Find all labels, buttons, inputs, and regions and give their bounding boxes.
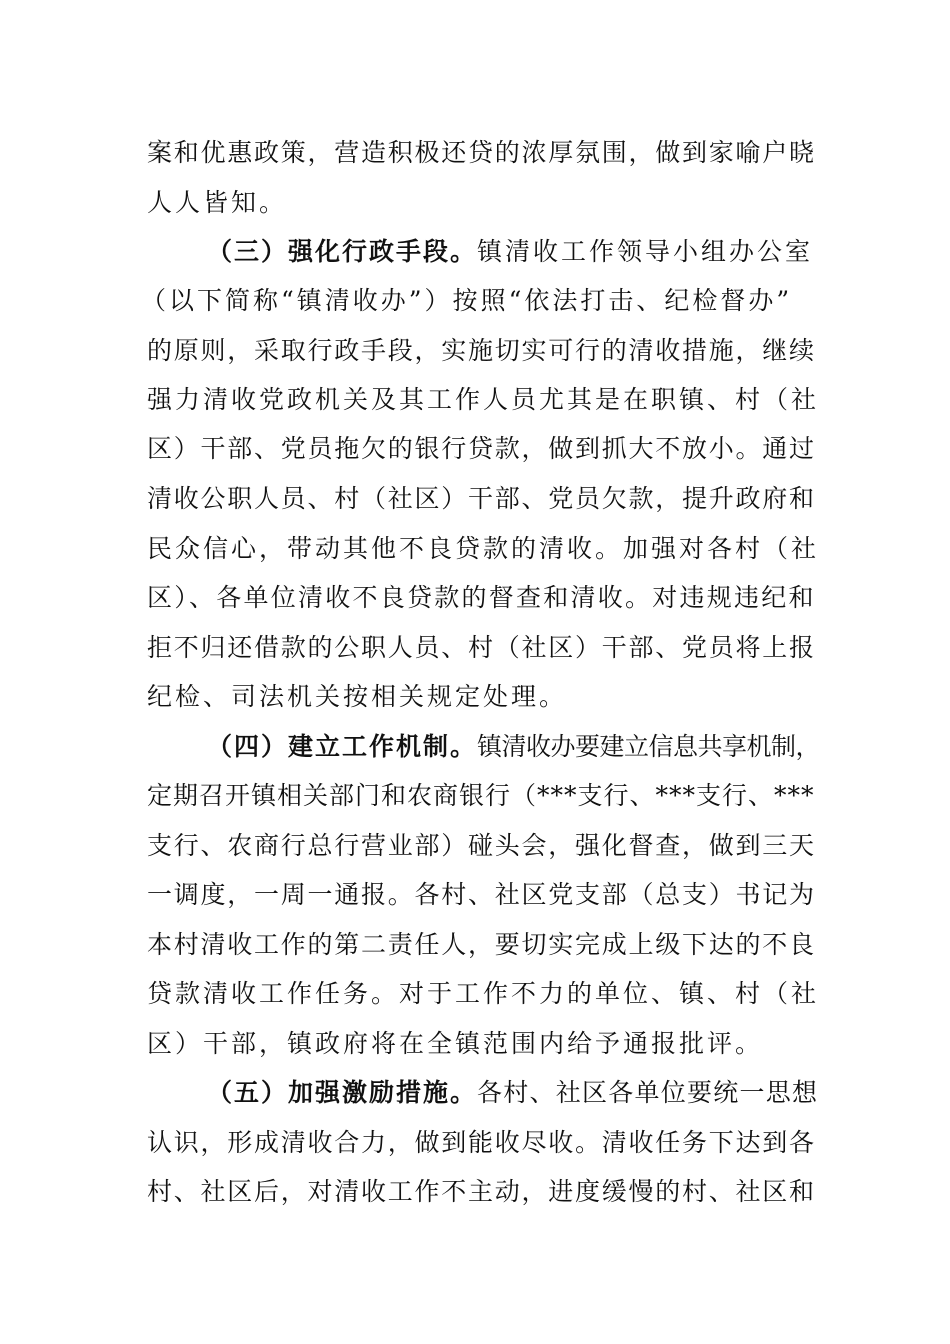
paragraph-4-first-line [207, 722, 820, 772]
text-line: 本村清收工作的第二责任人，要切实完成上级下达的不良 [147, 930, 816, 959]
text-line: 认识，形成清收合力，做到能收尽收。清收任务下达到各 [147, 1128, 816, 1157]
section-heading-3: （三）强化行政手段。 [207, 237, 478, 266]
text-line: 民众信心，带动其他不良贷款的清收。加强对各村（社 [147, 534, 820, 563]
text-line: 定期召开镇相关部门和农商银行（***支行、***支行、*** [147, 781, 815, 810]
text-line: 人人皆知。 [147, 188, 288, 217]
text-line: 村、社区后，对清收工作不主动，进度缓慢的村、社区和 [147, 1177, 816, 1206]
text-line: 案和优惠政策，营造积极还贷的浓厚氛围，做到家喻户晓 [147, 138, 816, 167]
text-span: 镇清收办要建立信息共享机制， [477, 732, 821, 761]
text-line: 的原则，采取行政手段，实施切实可行的清收措施，继续 [147, 336, 816, 365]
text-line: 区）、各单位清收不良贷款的督查和清收。对违规违纪和 [147, 583, 816, 612]
text-line: 强力清收党政机关及其工作人员尤其是在职镇、村（社 [147, 385, 820, 414]
paragraph-3-first-line [207, 227, 813, 277]
section-heading-5: （五）加强激励措施。 [207, 1078, 478, 1107]
paragraph-5-first-line [207, 1068, 818, 1118]
text-span: 各村、社区各单位要统一思想 [477, 1078, 819, 1107]
text-line: 区）干部，镇政府将在全镇范围内给予通报批评。 [147, 1029, 764, 1058]
text-line: 支行、农商行总行营业部）碰头会，强化督查，做到三天 [147, 831, 816, 860]
text-line: 清收公职人员、村（社区）干部、党员欠款，提升政府和 [147, 484, 816, 513]
text-line: 一调度，一周一通报。各村、社区党支部（总支）书记为 [147, 880, 816, 909]
text-line: 拒不归还借款的公职人员、村（社区）干部、党员将上报 [147, 633, 816, 662]
section-heading-4: （四）建立工作机制。 [207, 732, 478, 761]
text-line: 贷款清收工作任务。对于工作不力的单位、镇、村（社 [147, 979, 820, 1008]
text-line: 区）干部、党员拖欠的银行贷款，做到抓大不放小。通过 [147, 434, 816, 463]
text-line: （以下简称“镇清收办”）按照“依法打击、纪检督办” [141, 286, 793, 315]
text-line: 纪检、司法机关按相关规定处理。 [147, 682, 568, 711]
text-span: 镇清收工作领导小组办公室 [477, 237, 814, 266]
